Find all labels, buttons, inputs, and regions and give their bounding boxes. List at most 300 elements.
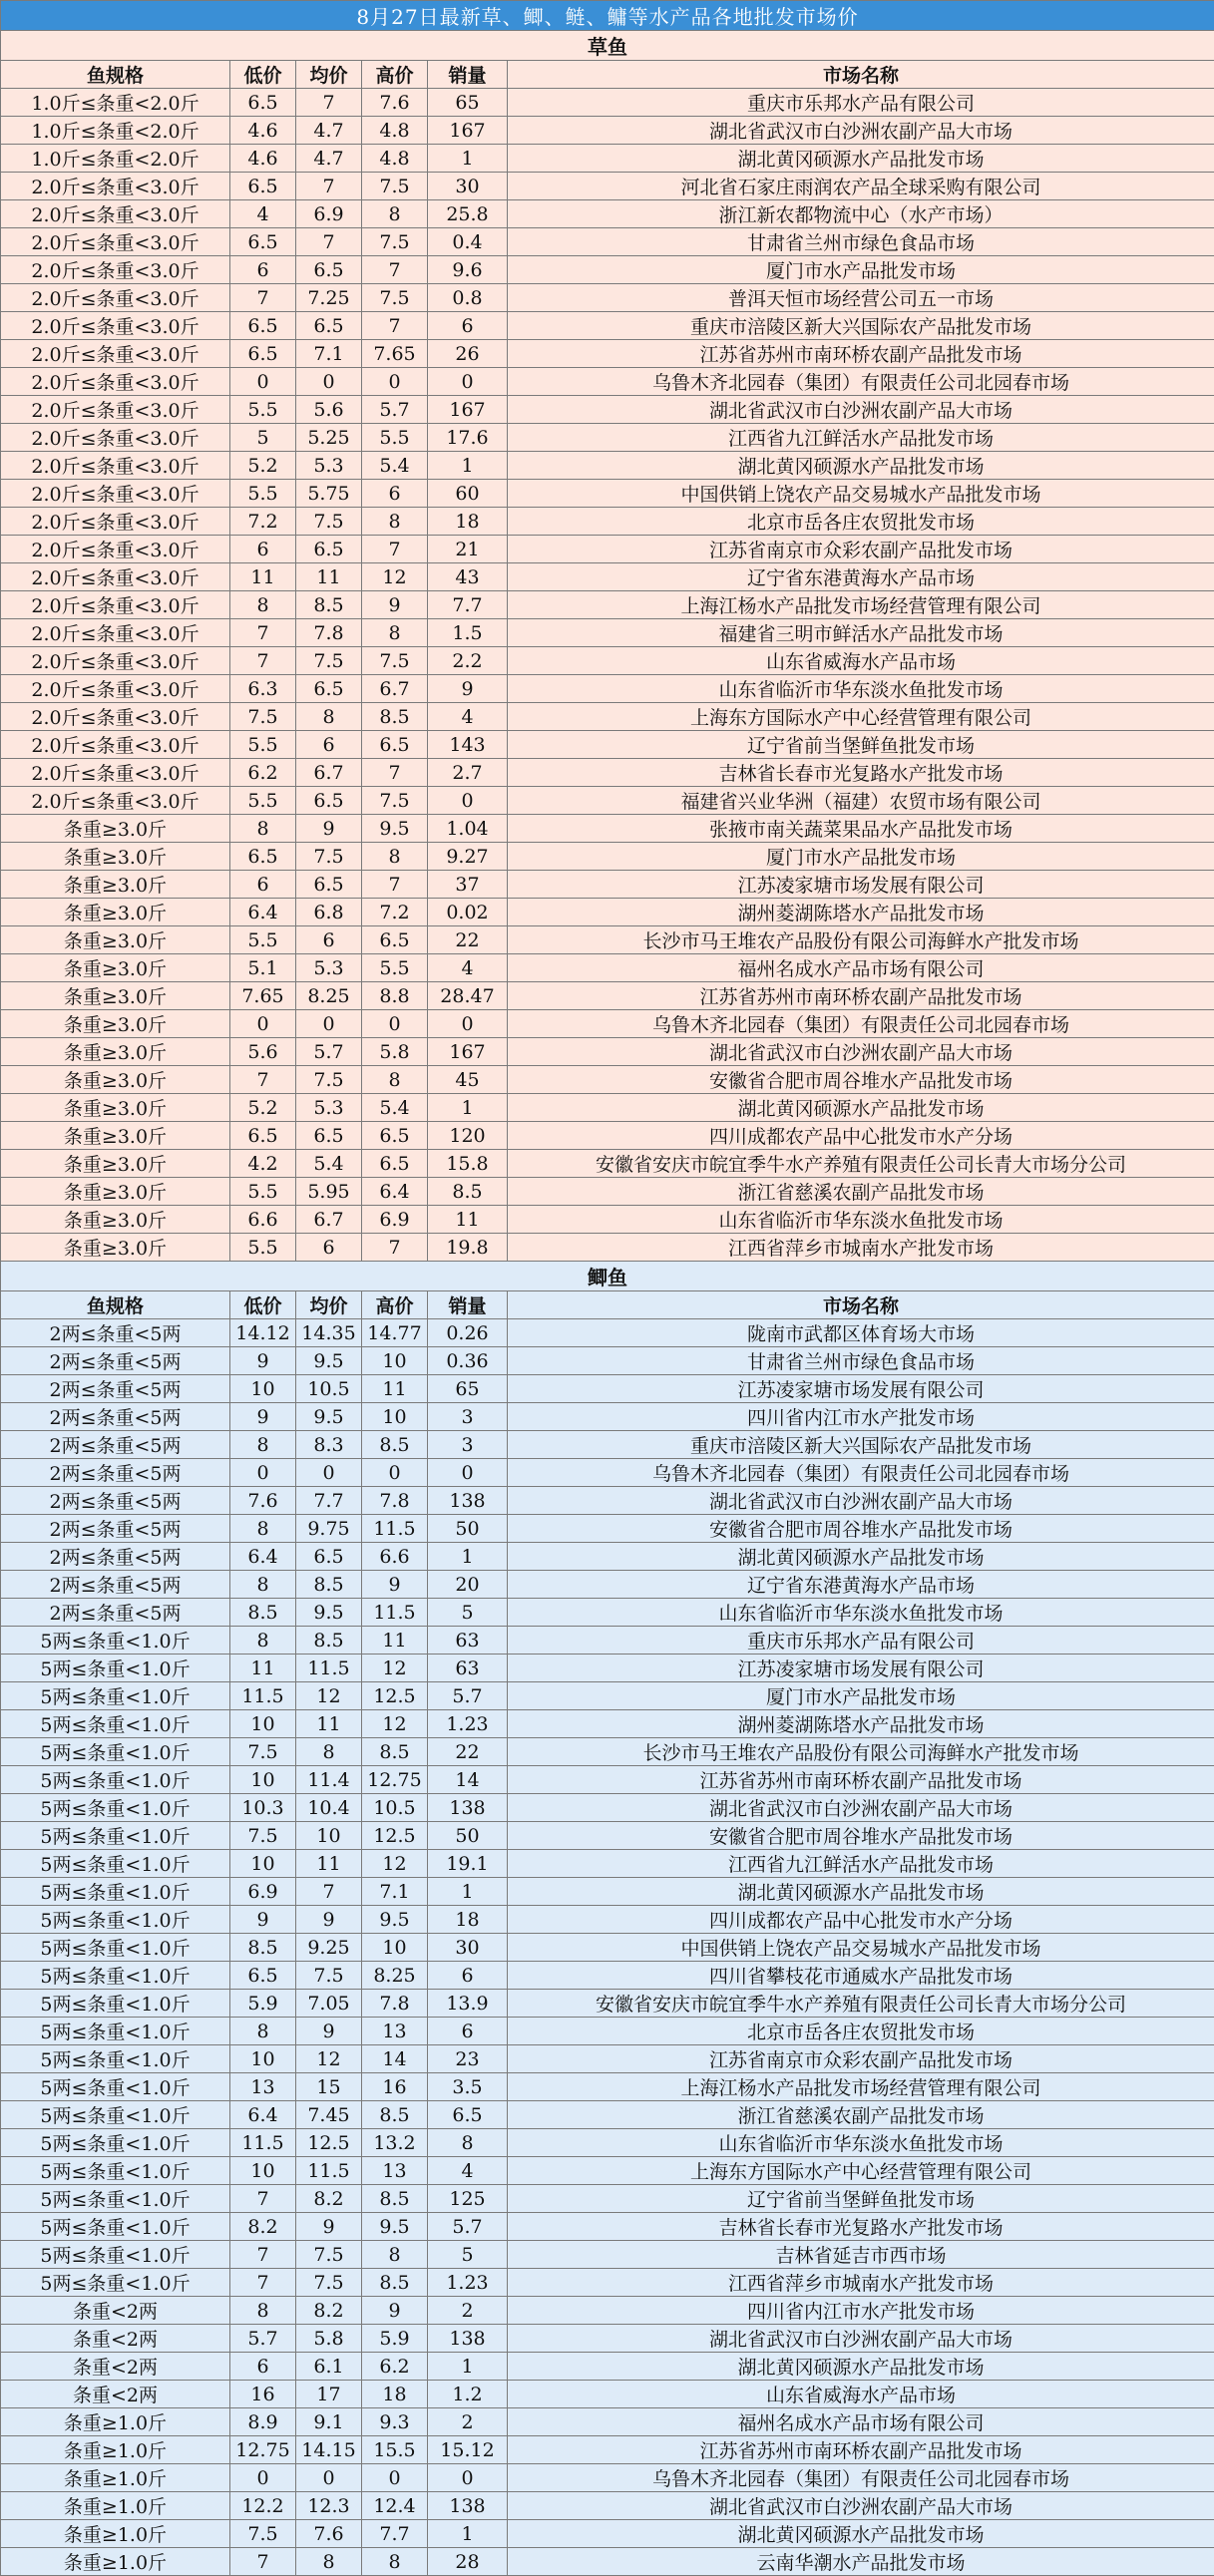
market-name-cell: 山东省威海水产品市场 — [508, 2381, 1214, 2408]
spec-cell: 2.0斤≤条重<3.0斤 — [1, 508, 230, 536]
volume-cell: 1 — [428, 145, 508, 173]
low-price-cell: 8 — [230, 2297, 296, 2325]
spec-cell: 5两≤条重<1.0斤 — [1, 1878, 230, 1906]
avg-price-cell: 7.8 — [296, 619, 362, 647]
market-name-cell: 江苏省南京市众彩农副产品批发市场 — [508, 2045, 1214, 2073]
avg-price-cell: 9 — [296, 2018, 362, 2045]
table-row — [1, 2381, 1214, 2408]
market-name-cell: 重庆市乐邦水产品有限公司 — [508, 1627, 1214, 1655]
low-price-cell: 6.9 — [230, 1878, 296, 1906]
avg-price-cell: 0 — [296, 1010, 362, 1038]
spec-cell: 5两≤条重<1.0斤 — [1, 1906, 230, 1934]
avg-price-cell: 6.8 — [296, 899, 362, 926]
table-row — [1, 1822, 1214, 1850]
spec-cell: 条重≥3.0斤 — [1, 1038, 230, 1066]
low-price-cell: 7 — [230, 1066, 296, 1094]
high-price-cell: 12 — [362, 1655, 428, 1682]
spec-cell: 2.0斤≤条重<3.0斤 — [1, 619, 230, 647]
high-price-cell: 8.5 — [362, 2185, 428, 2213]
table-row — [1, 871, 1214, 899]
avg-price-cell: 8.5 — [296, 591, 362, 619]
low-price-cell: 16 — [230, 2381, 296, 2408]
low-price-cell: 6.5 — [230, 843, 296, 871]
volume-cell: 26 — [428, 340, 508, 368]
high-price-cell: 7 — [362, 256, 428, 284]
low-price-cell: 8 — [230, 1431, 296, 1459]
high-price-cell: 7.65 — [362, 340, 428, 368]
avg-price-cell: 7 — [296, 1878, 362, 1906]
table-row — [1, 2548, 1214, 2576]
high-price-cell: 7 — [362, 759, 428, 787]
table-row — [1, 731, 1214, 759]
volume-cell: 167 — [428, 396, 508, 424]
market-name-cell: 安徽省合肥市周谷堆水产品批发市场 — [508, 1822, 1214, 1850]
table-row — [1, 1122, 1214, 1150]
avg-price-cell: 11.4 — [296, 1766, 362, 1794]
spec-cell: 条重≥3.0斤 — [1, 1066, 230, 1094]
spec-cell: 2.0斤≤条重<3.0斤 — [1, 647, 230, 675]
table-row — [1, 1934, 1214, 1962]
market-name-cell: 山东省临沂市华东淡水鱼批发市场 — [508, 2129, 1214, 2157]
low-price-cell: 10 — [230, 2045, 296, 2073]
avg-price-cell: 6.5 — [296, 871, 362, 899]
avg-price-cell: 5.4 — [296, 1150, 362, 1178]
spec-cell: 条重≥1.0斤 — [1, 2408, 230, 2436]
low-price-cell: 6 — [230, 536, 296, 563]
spec-cell: 5两≤条重<1.0斤 — [1, 2129, 230, 2157]
avg-price-cell: 0 — [296, 1459, 362, 1487]
high-price-cell: 6.5 — [362, 926, 428, 954]
market-name-cell: 四川省内江市水产批发市场 — [508, 1403, 1214, 1431]
volume-cell: 1.23 — [428, 2269, 508, 2297]
table-row — [1, 899, 1214, 926]
low-price-cell: 11.5 — [230, 1682, 296, 1710]
low-price-cell: 5.5 — [230, 926, 296, 954]
market-name-cell: 中国供销上饶农产品交易城水产品批发市场 — [508, 1934, 1214, 1962]
table-row — [1, 1150, 1214, 1178]
volume-cell: 0 — [428, 1010, 508, 1038]
high-price-cell: 6.5 — [362, 1150, 428, 1178]
volume-cell: 60 — [428, 480, 508, 508]
low-price-cell: 7 — [230, 2548, 296, 2576]
table-row — [1, 2353, 1214, 2381]
spec-cell: 条重≥3.0斤 — [1, 1234, 230, 1262]
market-name-cell: 湖北黄冈硕源水产品批发市场 — [508, 1543, 1214, 1571]
table-row — [1, 1066, 1214, 1094]
low-price-cell: 8 — [230, 1571, 296, 1599]
avg-price-cell: 6.5 — [296, 312, 362, 340]
high-price-cell: 0 — [362, 1010, 428, 1038]
table-row — [1, 1738, 1214, 1766]
volume-cell: 1 — [428, 1878, 508, 1906]
table-row — [1, 536, 1214, 563]
low-price-cell: 8 — [230, 1627, 296, 1655]
volume-cell: 2 — [428, 2297, 508, 2325]
avg-price-cell: 7.5 — [296, 2241, 362, 2269]
avg-price-cell: 7.1 — [296, 340, 362, 368]
avg-price-cell: 7.5 — [296, 1066, 362, 1094]
high-price-cell: 6.9 — [362, 1206, 428, 1234]
table-row — [1, 1627, 1214, 1655]
avg-price-cell: 17 — [296, 2381, 362, 2408]
low-price-cell: 5.5 — [230, 396, 296, 424]
table-row — [1, 926, 1214, 954]
high-price-cell: 8 — [362, 1066, 428, 1094]
market-name-cell: 辽宁省东港黄海水产品市场 — [508, 1571, 1214, 1599]
market-name-cell: 厦门市水产品批发市场 — [508, 256, 1214, 284]
market-name-cell: 江苏省南京市众彩农副产品批发市场 — [508, 536, 1214, 563]
market-name-cell: 湖北黄冈硕源水产品批发市场 — [508, 2353, 1214, 2381]
volume-cell: 1 — [428, 2353, 508, 2381]
market-name-cell: 山东省临沂市华东淡水鱼批发市场 — [508, 675, 1214, 703]
avg-price-cell: 6.7 — [296, 759, 362, 787]
volume-cell: 1.04 — [428, 815, 508, 843]
high-price-cell: 5.4 — [362, 1094, 428, 1122]
low-price-cell: 7 — [230, 2185, 296, 2213]
avg-price-cell: 9.5 — [296, 1599, 362, 1627]
avg-price-cell: 11 — [296, 1850, 362, 1878]
avg-price-cell: 9 — [296, 2213, 362, 2241]
spec-cell: 2.0斤≤条重<3.0斤 — [1, 675, 230, 703]
low-price-cell: 0 — [230, 1010, 296, 1038]
volume-cell: 50 — [428, 1822, 508, 1850]
table-row — [1, 1094, 1214, 1122]
market-name-cell: 福州名成水产品市场有限公司 — [508, 2408, 1214, 2436]
avg-price-cell: 5.7 — [296, 1038, 362, 1066]
table-row — [1, 843, 1214, 871]
market-name-cell: 吉林省长春市光复路水产批发市场 — [508, 2213, 1214, 2241]
high-price-cell: 8 — [362, 2241, 428, 2269]
table-row — [1, 2408, 1214, 2436]
spec-cell: 2.0斤≤条重<3.0斤 — [1, 563, 230, 591]
low-price-cell: 7.65 — [230, 982, 296, 1010]
spec-cell: 1.0斤≤条重<2.0斤 — [1, 89, 230, 117]
low-price-cell: 6 — [230, 871, 296, 899]
table-row — [1, 1206, 1214, 1234]
volume-cell: 6.5 — [428, 2101, 508, 2129]
table-row — [1, 2213, 1214, 2241]
market-name-cell: 乌鲁木齐北园春（集团）有限责任公司北园春市场 — [508, 1459, 1214, 1487]
volume-cell: 22 — [428, 1738, 508, 1766]
high-price-cell: 6.6 — [362, 1543, 428, 1571]
volume-cell: 1 — [428, 452, 508, 480]
high-price-cell: 7.7 — [362, 2520, 428, 2548]
market-name-cell: 重庆市涪陵区新大兴国际农产品批发市场 — [508, 312, 1214, 340]
low-price-cell: 8 — [230, 2018, 296, 2045]
table-row — [1, 1962, 1214, 1990]
volume-cell: 2.2 — [428, 647, 508, 675]
volume-cell: 19.8 — [428, 1234, 508, 1262]
market-name-cell: 辽宁省东港黄海水产品市场 — [508, 563, 1214, 591]
spec-cell: 2两≤条重<5两 — [1, 1347, 230, 1375]
market-name-cell: 辽宁省前当堡鲜鱼批发市场 — [508, 2185, 1214, 2213]
high-price-cell: 12 — [362, 563, 428, 591]
low-price-cell: 5.5 — [230, 480, 296, 508]
market-name-cell: 江苏省苏州市南环桥农副产品批发市场 — [508, 2436, 1214, 2464]
low-price-cell: 6.5 — [230, 340, 296, 368]
table-row — [1, 982, 1214, 1010]
avg-price-cell: 14.35 — [296, 1319, 362, 1347]
high-price-cell: 10 — [362, 1347, 428, 1375]
low-price-cell: 13 — [230, 2073, 296, 2101]
volume-cell: 138 — [428, 2492, 508, 2520]
market-name-cell: 湖北省武汉市白沙洲农副产品大市场 — [508, 117, 1214, 145]
table-row — [1, 2045, 1214, 2073]
volume-cell: 3 — [428, 1403, 508, 1431]
volume-cell: 9.27 — [428, 843, 508, 871]
market-name-cell: 长沙市马王堆农产品股份有限公司海鲜水产批发市场 — [508, 1738, 1214, 1766]
avg-price-cell: 7.5 — [296, 647, 362, 675]
avg-price-cell: 9.25 — [296, 1934, 362, 1962]
table-row — [1, 563, 1214, 591]
table-row — [1, 1375, 1214, 1403]
low-price-cell: 9 — [230, 1403, 296, 1431]
high-price-cell: 7.5 — [362, 787, 428, 815]
avg-price-cell: 7.5 — [296, 1962, 362, 1990]
high-price-cell: 8.25 — [362, 1962, 428, 1990]
market-name-cell: 四川省内江市水产批发市场 — [508, 2297, 1214, 2325]
column-header-market: 市场名称 — [508, 61, 1214, 89]
table-row — [1, 1403, 1214, 1431]
avg-price-cell: 11 — [296, 563, 362, 591]
market-name-cell: 湖北黄冈硕源水产品批发市场 — [508, 1878, 1214, 1906]
spec-cell: 5两≤条重<1.0斤 — [1, 1850, 230, 1878]
column-header-high: 高价 — [362, 1291, 428, 1319]
avg-price-cell: 5.25 — [296, 424, 362, 452]
volume-cell: 14 — [428, 1766, 508, 1794]
volume-cell: 1 — [428, 1094, 508, 1122]
avg-price-cell: 11.5 — [296, 1655, 362, 1682]
avg-price-cell: 5.75 — [296, 480, 362, 508]
high-price-cell: 7 — [362, 871, 428, 899]
avg-price-cell: 5.6 — [296, 396, 362, 424]
market-name-cell: 江苏凌家塘市场发展有限公司 — [508, 1375, 1214, 1403]
column-header-spec: 鱼规格 — [1, 61, 230, 89]
low-price-cell: 10 — [230, 2157, 296, 2185]
low-price-cell: 10.3 — [230, 1794, 296, 1822]
market-name-cell: 安徽省安庆市皖宜季牛水产养殖有限责任公司长青大市场分公司 — [508, 1150, 1214, 1178]
spec-cell: 5两≤条重<1.0斤 — [1, 2073, 230, 2101]
spec-cell: 2.0斤≤条重<3.0斤 — [1, 480, 230, 508]
avg-price-cell: 12.5 — [296, 2129, 362, 2157]
high-price-cell: 7 — [362, 312, 428, 340]
volume-cell: 9 — [428, 675, 508, 703]
avg-price-cell: 12 — [296, 2045, 362, 2073]
avg-price-cell: 8 — [296, 1738, 362, 1766]
avg-price-cell: 8.2 — [296, 2297, 362, 2325]
market-name-cell: 重庆市涪陵区新大兴国际农产品批发市场 — [508, 1431, 1214, 1459]
avg-price-cell: 8.5 — [296, 1627, 362, 1655]
low-price-cell: 5.5 — [230, 1234, 296, 1262]
high-price-cell: 8 — [362, 843, 428, 871]
high-price-cell: 7 — [362, 1234, 428, 1262]
table-row — [1, 173, 1214, 200]
spec-cell: 条重≥3.0斤 — [1, 1122, 230, 1150]
spec-cell: 5两≤条重<1.0斤 — [1, 2213, 230, 2241]
high-price-cell: 7.8 — [362, 1487, 428, 1515]
market-name-cell: 北京市岳各庄农贸批发市场 — [508, 508, 1214, 536]
spec-cell: 2.0斤≤条重<3.0斤 — [1, 200, 230, 228]
low-price-cell: 5.5 — [230, 787, 296, 815]
spec-cell: 2.0斤≤条重<3.0斤 — [1, 787, 230, 815]
low-price-cell: 9 — [230, 1906, 296, 1934]
volume-cell: 50 — [428, 1515, 508, 1543]
high-price-cell: 6.7 — [362, 675, 428, 703]
volume-cell: 5.7 — [428, 2213, 508, 2241]
volume-cell: 6 — [428, 1962, 508, 1990]
volume-cell: 8.5 — [428, 1178, 508, 1206]
title-row — [1, 1, 1214, 31]
spec-cell: 5两≤条重<1.0斤 — [1, 1682, 230, 1710]
market-name-cell: 山东省威海水产品市场 — [508, 647, 1214, 675]
high-price-cell: 12 — [362, 1850, 428, 1878]
volume-cell: 1 — [428, 2520, 508, 2548]
high-price-cell: 14 — [362, 2045, 428, 2073]
low-price-cell: 6.4 — [230, 1543, 296, 1571]
high-price-cell: 8 — [362, 2548, 428, 2576]
high-price-cell: 7.5 — [362, 173, 428, 200]
volume-cell: 8 — [428, 2129, 508, 2157]
table-row — [1, 2157, 1214, 2185]
high-price-cell: 11 — [362, 1627, 428, 1655]
high-price-cell: 11.5 — [362, 1599, 428, 1627]
spec-cell: 条重≥3.0斤 — [1, 1178, 230, 1206]
market-name-cell: 湖州菱湖陈塔水产品批发市场 — [508, 1710, 1214, 1738]
avg-price-cell: 4.7 — [296, 117, 362, 145]
spec-cell: 5两≤条重<1.0斤 — [1, 1710, 230, 1738]
table-row — [1, 2241, 1214, 2269]
spec-cell: 5两≤条重<1.0斤 — [1, 2101, 230, 2129]
high-price-cell: 6.5 — [362, 1122, 428, 1150]
spec-cell: 5两≤条重<1.0斤 — [1, 1738, 230, 1766]
avg-price-cell: 7.7 — [296, 1487, 362, 1515]
high-price-cell: 8 — [362, 619, 428, 647]
volume-cell: 0 — [428, 787, 508, 815]
avg-price-cell: 6.5 — [296, 675, 362, 703]
table-row — [1, 2018, 1214, 2045]
low-price-cell: 0 — [230, 368, 296, 396]
table-row — [1, 1515, 1214, 1543]
high-price-cell: 5.9 — [362, 2325, 428, 2353]
table-row — [1, 480, 1214, 508]
volume-cell: 0.36 — [428, 1347, 508, 1375]
high-price-cell: 6.4 — [362, 1178, 428, 1206]
table-row — [1, 2185, 1214, 2213]
volume-cell: 138 — [428, 1487, 508, 1515]
column-header-high: 高价 — [362, 61, 428, 89]
table-row — [1, 1878, 1214, 1906]
spec-cell: 2.0斤≤条重<3.0斤 — [1, 284, 230, 312]
high-price-cell: 7.5 — [362, 647, 428, 675]
avg-price-cell: 6.7 — [296, 1206, 362, 1234]
low-price-cell: 4.6 — [230, 117, 296, 145]
volume-cell: 167 — [428, 1038, 508, 1066]
low-price-cell: 12.2 — [230, 2492, 296, 2520]
volume-cell: 23 — [428, 2045, 508, 2073]
low-price-cell: 5.6 — [230, 1038, 296, 1066]
spec-cell: 5两≤条重<1.0斤 — [1, 1655, 230, 1682]
market-name-cell: 上海江杨水产品批发市场经营管理有限公司 — [508, 2073, 1214, 2101]
column-header-low: 低价 — [230, 61, 296, 89]
table-row — [1, 1178, 1214, 1206]
low-price-cell: 10 — [230, 1710, 296, 1738]
high-price-cell: 7.5 — [362, 228, 428, 256]
spec-cell: 5两≤条重<1.0斤 — [1, 1990, 230, 2018]
high-price-cell: 5.8 — [362, 1038, 428, 1066]
high-price-cell: 0 — [362, 1459, 428, 1487]
market-name-cell: 厦门市水产品批发市场 — [508, 1682, 1214, 1710]
high-price-cell: 12.4 — [362, 2492, 428, 2520]
table-row — [1, 284, 1214, 312]
market-name-cell: 山东省临沂市华东淡水鱼批发市场 — [508, 1206, 1214, 1234]
column-header-row — [1, 61, 1214, 89]
high-price-cell: 6.5 — [362, 731, 428, 759]
spec-cell: 条重≥3.0斤 — [1, 871, 230, 899]
low-price-cell: 5.2 — [230, 452, 296, 480]
table-row — [1, 340, 1214, 368]
avg-price-cell: 6.5 — [296, 256, 362, 284]
volume-cell: 3 — [428, 1431, 508, 1459]
table-row — [1, 2297, 1214, 2325]
volume-cell: 6 — [428, 2018, 508, 2045]
low-price-cell: 10 — [230, 1850, 296, 1878]
table-row — [1, 1234, 1214, 1262]
spec-cell: 条重≥1.0斤 — [1, 2548, 230, 2576]
avg-price-cell: 5.8 — [296, 2325, 362, 2353]
low-price-cell: 6.5 — [230, 312, 296, 340]
avg-price-cell: 6 — [296, 731, 362, 759]
table-row — [1, 1655, 1214, 1682]
avg-price-cell: 0 — [296, 2464, 362, 2492]
avg-price-cell: 7.6 — [296, 2520, 362, 2548]
low-price-cell: 7 — [230, 2269, 296, 2297]
table-row — [1, 1431, 1214, 1459]
avg-price-cell: 9.5 — [296, 1403, 362, 1431]
low-price-cell: 7.5 — [230, 1738, 296, 1766]
volume-cell: 0.8 — [428, 284, 508, 312]
spec-cell: 2两≤条重<5两 — [1, 1319, 230, 1347]
low-price-cell: 7.6 — [230, 1487, 296, 1515]
volume-cell: 4 — [428, 703, 508, 731]
spec-cell: 2两≤条重<5两 — [1, 1403, 230, 1431]
spec-cell: 条重≥3.0斤 — [1, 954, 230, 982]
volume-cell: 138 — [428, 1794, 508, 1822]
spec-cell: 5两≤条重<1.0斤 — [1, 1794, 230, 1822]
volume-cell: 37 — [428, 871, 508, 899]
low-price-cell: 8.5 — [230, 1934, 296, 1962]
table-row — [1, 508, 1214, 536]
market-name-cell: 甘肃省兰州市绿色食品市场 — [508, 228, 1214, 256]
avg-price-cell: 7.5 — [296, 843, 362, 871]
low-price-cell: 14.12 — [230, 1319, 296, 1347]
spec-cell: 2两≤条重<5两 — [1, 1431, 230, 1459]
table-row — [1, 1906, 1214, 1934]
table-row — [1, 312, 1214, 340]
section-title: 鲫鱼 — [1, 1262, 1214, 1291]
volume-cell: 3.5 — [428, 2073, 508, 2101]
spec-cell: 条重≥3.0斤 — [1, 1094, 230, 1122]
market-name-cell: 四川成都农产品中心批发市水产分场 — [508, 1906, 1214, 1934]
avg-price-cell: 4.7 — [296, 145, 362, 173]
volume-cell: 2.7 — [428, 759, 508, 787]
high-price-cell: 5.7 — [362, 396, 428, 424]
volume-cell: 0.26 — [428, 1319, 508, 1347]
table-row — [1, 256, 1214, 284]
market-name-cell: 湖北黄冈硕源水产品批发市场 — [508, 452, 1214, 480]
avg-price-cell: 9 — [296, 1906, 362, 1934]
volume-cell: 2 — [428, 2408, 508, 2436]
high-price-cell: 12.75 — [362, 1766, 428, 1794]
